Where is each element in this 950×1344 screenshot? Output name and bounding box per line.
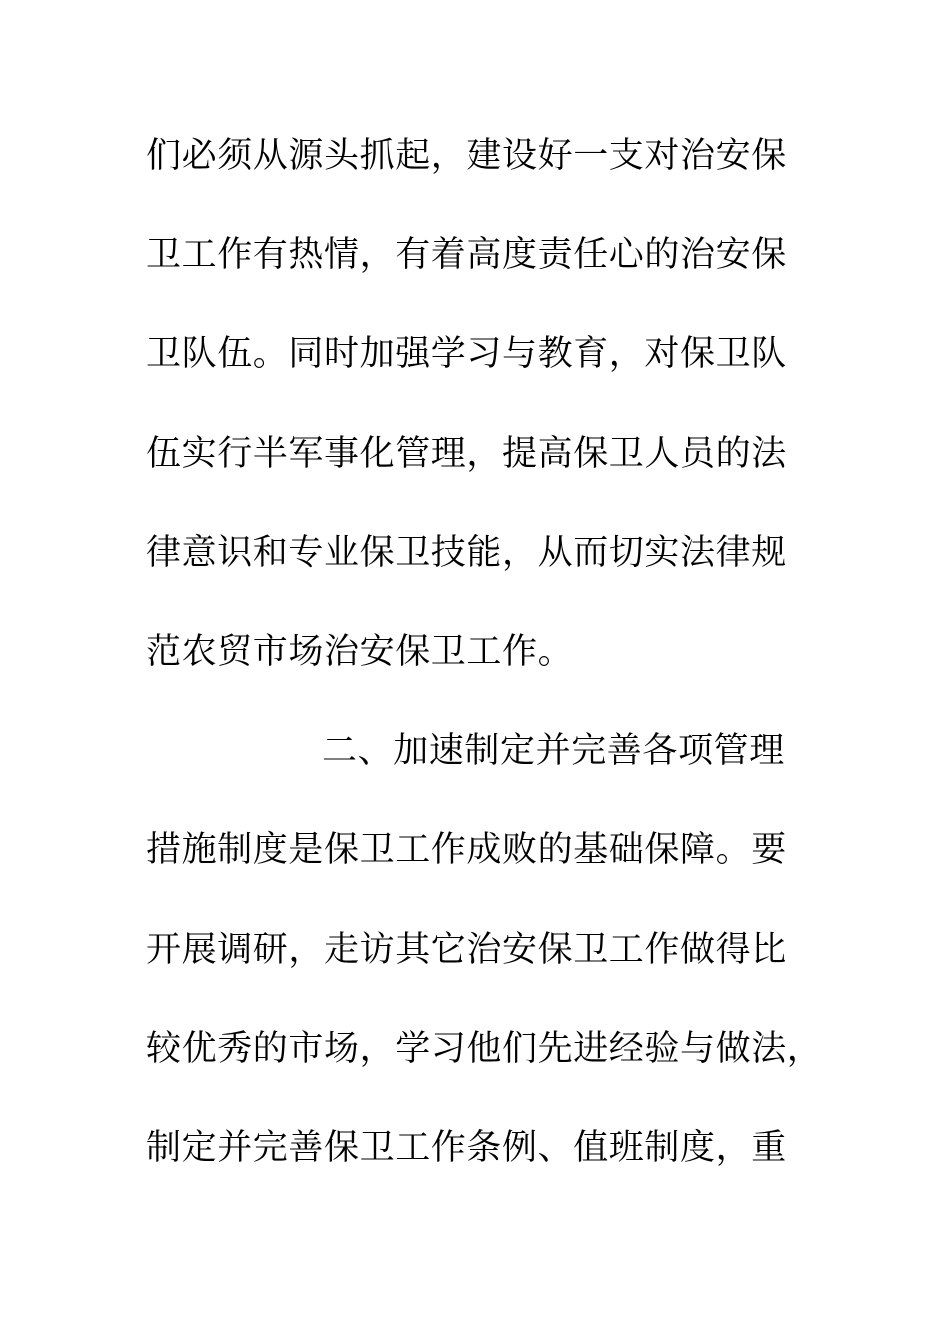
body-text bbox=[146, 126, 823, 1217]
text-line: 制定并完善保卫工作条例、值班制度，重 bbox=[146, 1127, 787, 1168]
text-line: 范农贸市场治安保卫工作。 bbox=[146, 631, 574, 672]
text-line: 卫队伍。同时加强学习与教育，对保卫队 bbox=[146, 334, 787, 375]
text-line: 们必须从源头抓起，建设好一支对治安保 bbox=[146, 136, 787, 176]
text-line: 伍实行半军事化管理，提高保卫人员的法 bbox=[146, 433, 787, 474]
text-line: 措施制度是保卫工作成败的基础保障。要 bbox=[146, 830, 787, 871]
text-line: 律意识和专业保卫技能，从而切实法律规 bbox=[146, 532, 787, 573]
text-line: 开展调研，走访其它治安保卫工作做得比 bbox=[146, 929, 787, 970]
text-line: 卫工作有热情，有着高度责任心的治安保 bbox=[146, 235, 787, 276]
section-heading: 二、加速制定并完善各项管理 bbox=[322, 731, 785, 772]
text-line: 较优秀的市场，学习他们先进经验与做法， bbox=[146, 1028, 823, 1069]
